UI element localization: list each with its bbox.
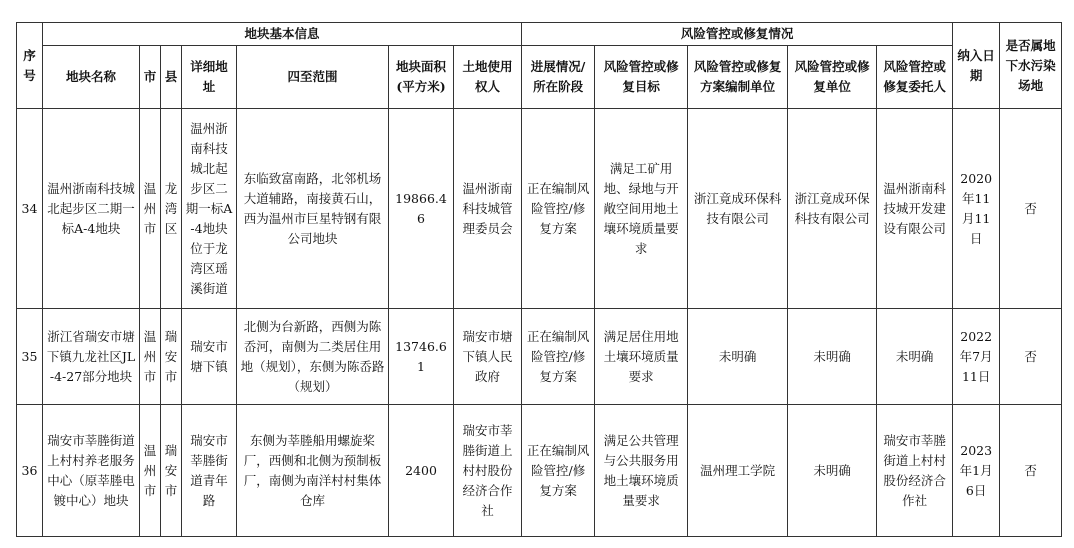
cell-client: 未明确 [877, 309, 953, 405]
table-row [17, 309, 1062, 405]
cell-target: 满足居住用地土壤环境质量要求 [595, 309, 688, 405]
table-row [17, 109, 1062, 309]
header-date: 纳入日期 [953, 23, 1000, 109]
cell-executor: 未明确 [788, 309, 877, 405]
cell-date: 2023年1月6日 [953, 405, 1000, 537]
cell-executor: 浙江竟成环保科技有限公司 [788, 109, 877, 309]
cell-date: 2022年7月11日 [953, 309, 1000, 405]
cell-owner: 瑞安市莘塍街道上村村股份经济合作社 [454, 405, 522, 537]
cell-city: 温州市 [140, 109, 161, 309]
cell-address: 瑞安市莘塍街道青年路 [182, 405, 237, 537]
cell-date: 2020年11月11日 [953, 109, 1000, 309]
cell-planner: 浙江竟成环保科技有限公司 [688, 109, 788, 309]
col-header-name: 地块名称 [43, 46, 140, 109]
cell-progress: 正在编制风险管控/修复方案 [522, 405, 595, 537]
cell-seq: 35 [17, 309, 43, 405]
cell-groundwater: 否 [1000, 309, 1062, 405]
cell-client: 瑞安市莘塍街道上村村股份经济合作社 [877, 405, 953, 537]
cell-seq: 34 [17, 109, 43, 309]
col-header-executor: 风险管控或修复单位 [788, 46, 877, 109]
cell-county: 瑞安市 [161, 405, 182, 537]
cell-seq: 36 [17, 405, 43, 537]
col-header-progress: 进展情况/所在阶段 [522, 46, 595, 109]
cell-groundwater: 否 [1000, 405, 1062, 537]
cell-progress: 正在编制风险管控/修复方案 [522, 309, 595, 405]
cell-bounds: 东临致富南路，北邻机场大道辅路，南接黄石山，西为温州市巨星特钢有限公司地块 [237, 109, 389, 309]
cell-name: 浙江省瑞安市塘下镇九龙社区JL-4-27部分地块 [43, 309, 140, 405]
cell-name: 瑞安市莘塍街道上村村养老服务中心（原莘塍电镀中心）地块 [43, 405, 140, 537]
cell-address: 瑞安市塘下镇 [182, 309, 237, 405]
cell-planner: 温州理工学院 [688, 405, 788, 537]
cell-city: 温州市 [140, 405, 161, 537]
col-header-city: 市 [140, 46, 161, 109]
cell-area: 19866.46 [389, 109, 454, 309]
header-basic-info: 地块基本信息 [43, 23, 522, 46]
col-header-client: 风险管控或修复委托人 [877, 46, 953, 109]
col-header-owner: 土地使用权人 [454, 46, 522, 109]
col-header-address: 详细地址 [182, 46, 237, 109]
cell-bounds: 北侧为台新路，西侧为陈岙河，南侧为二类居住用地（规划），东侧为陈岙路（规划） [237, 309, 389, 405]
col-header-area: 地块面积(平方米) [389, 46, 454, 109]
col-header-planner: 风险管控或修复方案编制单位 [688, 46, 788, 109]
cell-name: 温州浙南科技城北起步区二期一标A-4地块 [43, 109, 140, 309]
header-risk-control: 风险管控或修复情况 [522, 23, 953, 46]
contaminated-land-table [16, 22, 1062, 537]
cell-planner: 未明确 [688, 309, 788, 405]
cell-area: 2400 [389, 405, 454, 537]
cell-client: 温州浙南科技城开发建设有限公司 [877, 109, 953, 309]
header-seq: 序号 [17, 23, 43, 109]
table-row [17, 405, 1062, 537]
cell-target: 满足工矿用地、绿地与开敞空间用地土壤环境质量要求 [595, 109, 688, 309]
col-header-bounds: 四至范围 [237, 46, 389, 109]
cell-owner: 温州浙南科技城管理委员会 [454, 109, 522, 309]
header-groundwater: 是否属地下水污染场地 [1000, 23, 1062, 109]
cell-county: 瑞安市 [161, 309, 182, 405]
cell-owner: 瑞安市塘下镇人民政府 [454, 309, 522, 405]
cell-city: 温州市 [140, 309, 161, 405]
col-header-target: 风险管控或修复目标 [595, 46, 688, 109]
cell-target: 满足公共管理与公共服务用地土壤环境质量要求 [595, 405, 688, 537]
cell-groundwater: 否 [1000, 109, 1062, 309]
cell-area: 13746.61 [389, 309, 454, 405]
cell-address: 温州浙南科技城北起步区二期一标A-4地块位于龙湾区瑶溪街道 [182, 109, 237, 309]
cell-progress: 正在编制风险管控/修复方案 [522, 109, 595, 309]
cell-bounds: 东侧为莘塍船用螺旋桨厂，西侧和北侧为预制板厂，南侧为南洋村村集体仓库 [237, 405, 389, 537]
cell-county: 龙湾区 [161, 109, 182, 309]
col-header-county: 县 [161, 46, 182, 109]
cell-executor: 未明确 [788, 405, 877, 537]
